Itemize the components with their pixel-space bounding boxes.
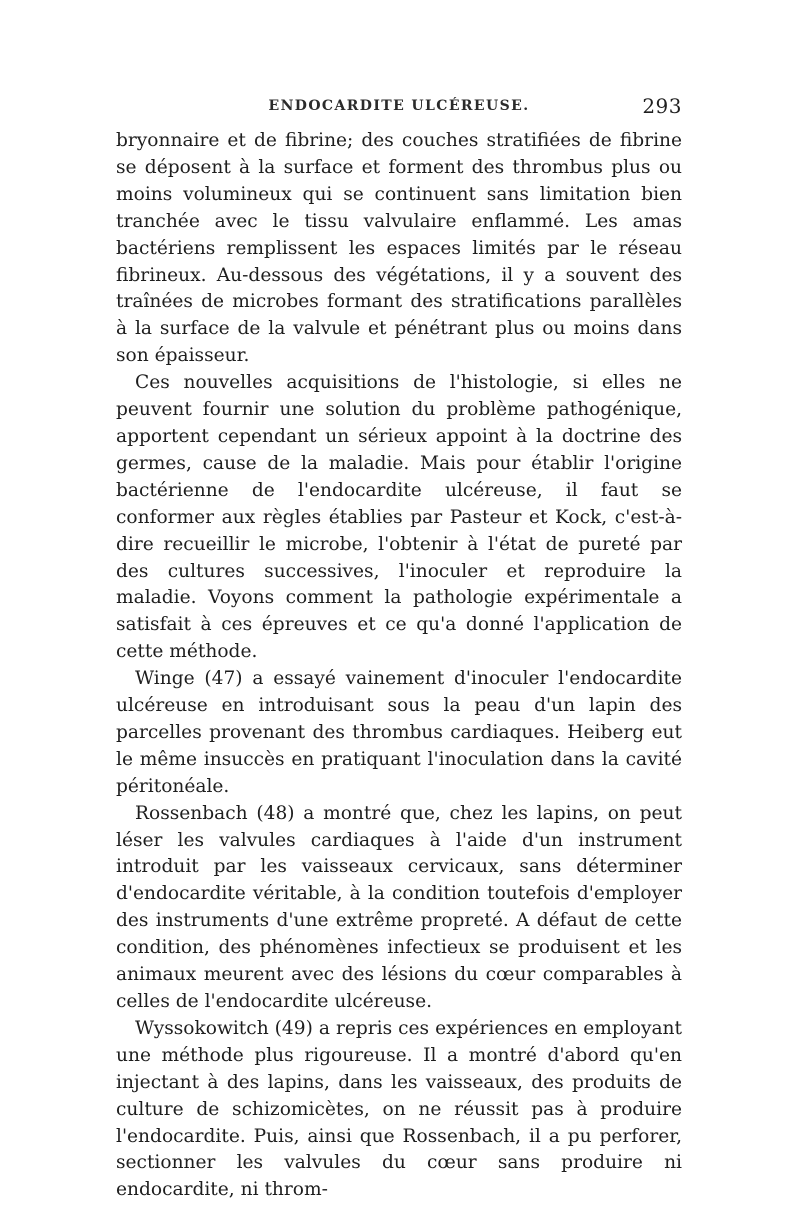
paragraph-histologie: Ces nouvelles acquisitions de l'histologie, si elles ne peuvent fournir une solution du problème pathogénique, apportent cependant un sérieux appoint à la doctrine des germes, cause de la maladie. Mais pour établir l'origine bactérienne de l'endocardite ulcéreuse, il faut se conformer aux règles établies par Pasteur et Kock, c'est-à-dire recueillir le microbe, l'obtenir à l'état de pureté par des cultures successives, l'inoculer et reproduire la maladie. Voyons comment la pathologie expérimentale a satisfait à ces épreuves et ce qu'a donné l'application de cette méthode. [116,372,682,663]
paragraph-wyssokowitch: Wyssokowitch (49) a repris ces expériences en employant une méthode plus rigoureuse. Il a montré d'abord qu'en injectant à des lapins, dans les vaisseaux, des produits de culture de schizomicètes, on ne réussit pas à produire l'endocardite. Puis, ainsi que Rossenbach, il a pu perforer, sectionner les valvules du cœur sans produire ni endocardite, ni throm- [116,1017,682,1201]
paragraph-continued: bryonnaire et de fibrine; des couches stratifiées de fibrine se déposent à la surface et forment des thrombus plus ou moins volumineux qui se continuent sans limitation bien tranchée avec le tissu valvulaire enflammé. Les amas bactériens remplissent les espaces limités par le réseau fibrineux. Au-dessous des végétations, il y a souvent des traînées de microbes formant des stratifications parallèles à la surface de la valvule et pénétrant plus ou moins dans son épaisseur. [116,130,682,367]
running-title: ENDOCARDITE ULCÉREUSE. [268,98,530,114]
running-head [116,94,682,122]
paragraph-rossenbach: Rossenbach (48) a montré que, chez les lapins, on peut léser les valvules cardiaques à l'aide d'un instrument introduit par les vaisseaux cervicaux, sans déterminer d'endocardite véritable, à la condition toutefois d'employer des instruments d'une extrême propreté. A défaut de cette condition, des phénomènes infectieux se produisent et les animaux meurent avec des lésions du cœur comparables à celles de l'endocardite ulcéreuse. [116,802,682,1012]
paragraph-winge: Winge (47) a essayé vainement d'inoculer l'endocardite ulcéreuse en introduisant sous la peau d'un lapin des parcelles provenant des thrombus cardiaques. Heiberg eut le même insuccès en pratiquant l'inoculation dans la cavité péritonéale. [116,668,682,797]
page-number: 293 [642,94,682,118]
body-text [116,128,682,1204]
